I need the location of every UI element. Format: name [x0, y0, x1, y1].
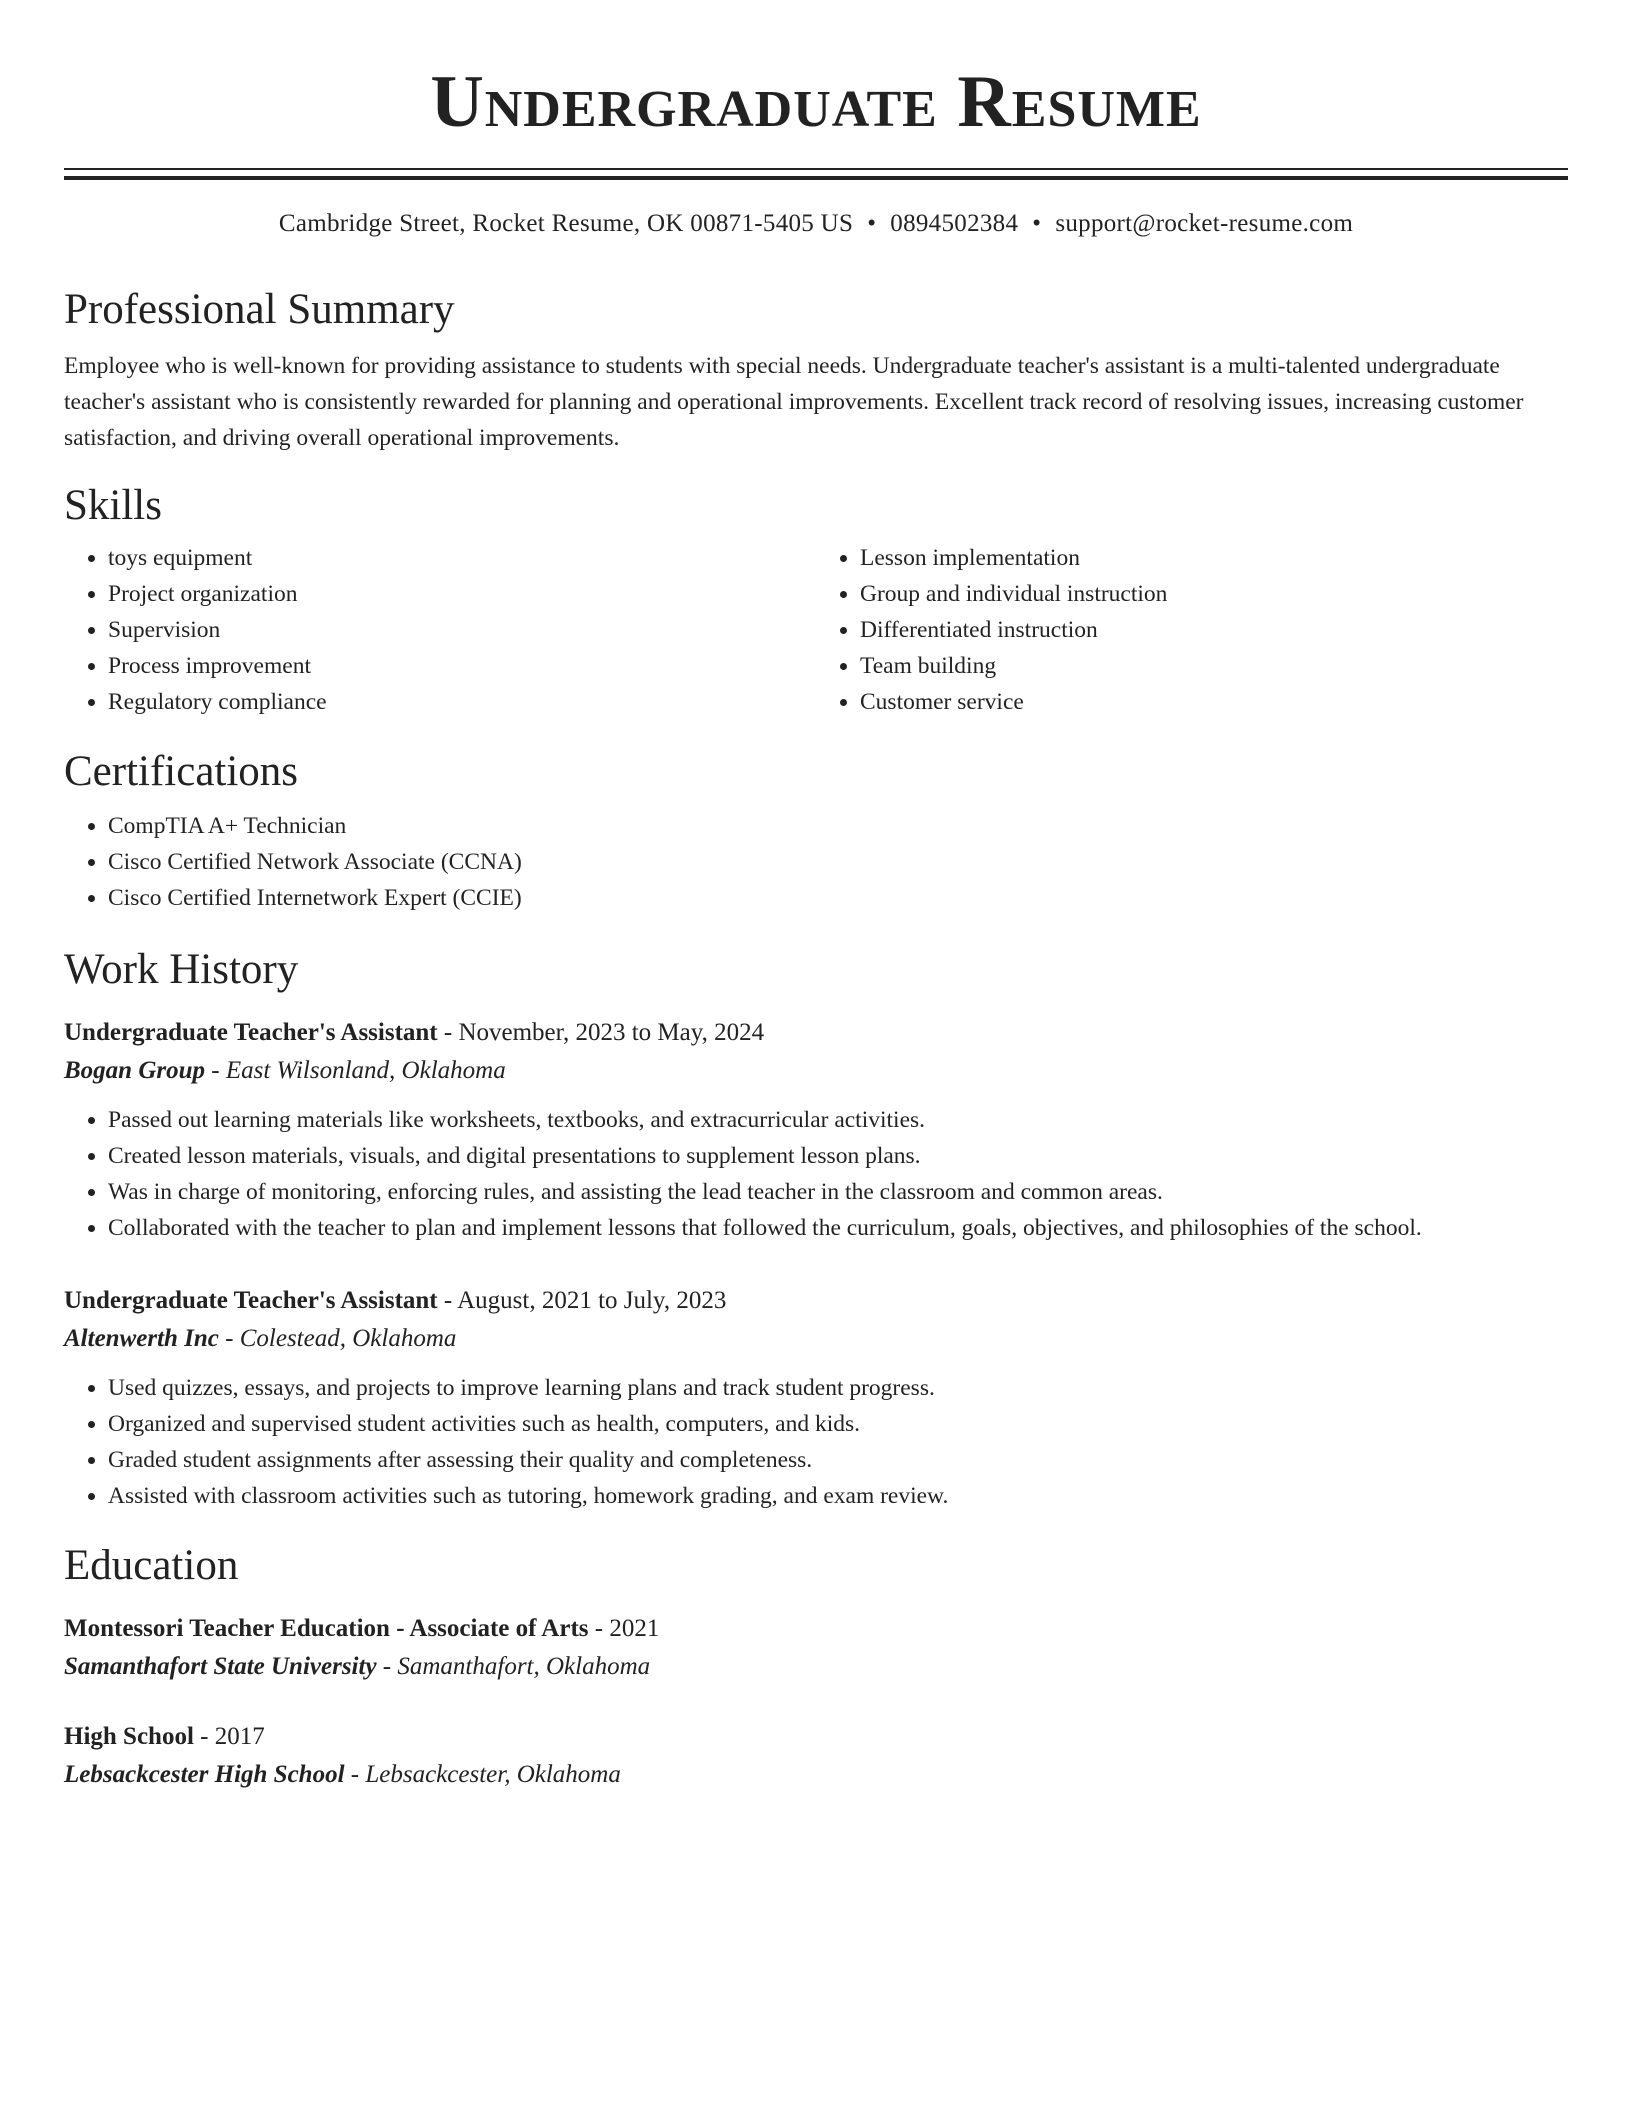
job-duty: • Organized and supervised student activities such as health, computers, and kids. [108, 1406, 1568, 1442]
education-school-line [64, 1756, 1568, 1794]
skill-item: • Process improvement [108, 648, 816, 684]
education-year: - 2017 [200, 1723, 265, 1750]
skill-item: • Regulatory compliance [108, 684, 816, 720]
skill-item: • Supervision [108, 612, 816, 648]
education-degree-line [64, 1718, 1568, 1756]
contact-email: support@rocket-resume.com [1055, 210, 1354, 237]
job-title-line [64, 1014, 1568, 1052]
title-rule-thin [64, 168, 1568, 170]
education-year: - 2021 [594, 1615, 660, 1642]
education-entry [64, 1610, 1568, 1686]
contact-separator: • [1032, 210, 1042, 237]
education-location: - Lebsackcester, Oklahoma [350, 1761, 621, 1788]
education-school-line [64, 1648, 1568, 1686]
job-duty: • Graded student assignments after assessing their quality and completeness. [108, 1442, 1568, 1478]
summary-heading: Professional Summary [64, 286, 455, 333]
skill-item: • Project organization [108, 576, 816, 612]
job-location: - East Wilsonland, Oklahoma [211, 1057, 506, 1084]
summary-text: Employee who is well-known for providing assistance to students with special needs. Undergraduate teacher's assistant is a multi-talented undergraduate teacher's assistant who is consistently rewarded for planning and operational improvements. Excellent track record of resolving issues, increasing customer satisfaction, and driving overall operational improvements. [64, 353, 1524, 451]
resume-title: Undergraduate Resume [430, 61, 1202, 143]
job-duty: • Passed out learning materials like worksheets, textbooks, and extracurricular activities. [108, 1102, 1568, 1138]
job-title: Undergraduate Teacher's Assistant [64, 1019, 438, 1046]
certifications-heading: Certifications [64, 748, 299, 795]
job-duties-list [64, 1102, 1568, 1246]
skill-item: • Group and individual instruction [860, 576, 1568, 612]
job-company: Bogan Group [64, 1057, 206, 1084]
job-duty: • Collaborated with the teacher to plan and implement lessons that followed the curriculum, goals, objectives, and philosophies of the school. [108, 1210, 1568, 1246]
education-degree: High School [64, 1723, 194, 1750]
job-company: Altenwerth Inc [64, 1325, 219, 1352]
job-duty: • Created lesson materials, visuals, and digital presentations to supplement lesson plans. [108, 1138, 1568, 1174]
job-title-line [64, 1282, 1568, 1320]
skills-left-list [64, 540, 816, 720]
job-dates: - November, 2023 to May, 2024 [443, 1019, 765, 1046]
skills-columns [64, 540, 1568, 720]
job-duty: • Assisted with classroom activities such as tutoring, homework grading, and exam review. [108, 1478, 1568, 1514]
skill-item: • Lesson implementation [860, 540, 1568, 576]
certification-item: • Cisco Certified Internetwork Expert (CCIE) [108, 880, 1568, 916]
contact-address: Cambridge Street, Rocket Resume, OK 00871-5405 US [278, 210, 854, 237]
education-heading: Education [64, 1542, 239, 1589]
certification-item: • CompTIA A+ Technician [108, 808, 1568, 844]
skill-item: • Team building [860, 648, 1568, 684]
education-school: Samanthafort State University [64, 1653, 377, 1680]
certification-item: • Cisco Certified Network Associate (CCNA) [108, 844, 1568, 880]
skill-item: • Customer service [860, 684, 1568, 720]
education-location: - Samanthafort, Oklahoma [382, 1653, 651, 1680]
skill-item: • Differentiated instruction [860, 612, 1568, 648]
education-school: Lebsackcester High School [64, 1761, 345, 1788]
work-history-heading: Work History [64, 946, 299, 993]
contact-phone: 0894502384 [890, 210, 1019, 237]
job-entry [64, 1282, 1568, 1514]
job-company-line [64, 1052, 1568, 1090]
job-location: - Colestead, Oklahoma [225, 1325, 457, 1352]
contact-separator: • [867, 210, 877, 237]
skill-item: • toys equipment [108, 540, 816, 576]
title-rule-thick [64, 176, 1568, 180]
job-title: Undergraduate Teacher's Assistant [64, 1287, 438, 1314]
job-duty: • Used quizzes, essays, and projects to improve learning plans and track student progress. [108, 1370, 1568, 1406]
contact-line [64, 208, 1568, 240]
education-degree: Montessori Teacher Education - Associate of Arts [64, 1615, 589, 1642]
job-duty: • Was in charge of monitoring, enforcing rules, and assisting the lead teacher in the classroom and common areas. [108, 1174, 1568, 1210]
job-entry [64, 1014, 1568, 1246]
job-duties-list [64, 1370, 1568, 1514]
education-degree-line [64, 1610, 1568, 1648]
skills-heading: Skills [64, 482, 162, 529]
job-dates: - August, 2021 to July, 2023 [443, 1287, 727, 1314]
education-entry [64, 1718, 1568, 1794]
certifications-list [64, 808, 1568, 916]
skills-right-list [816, 540, 1568, 720]
job-company-line [64, 1320, 1568, 1358]
